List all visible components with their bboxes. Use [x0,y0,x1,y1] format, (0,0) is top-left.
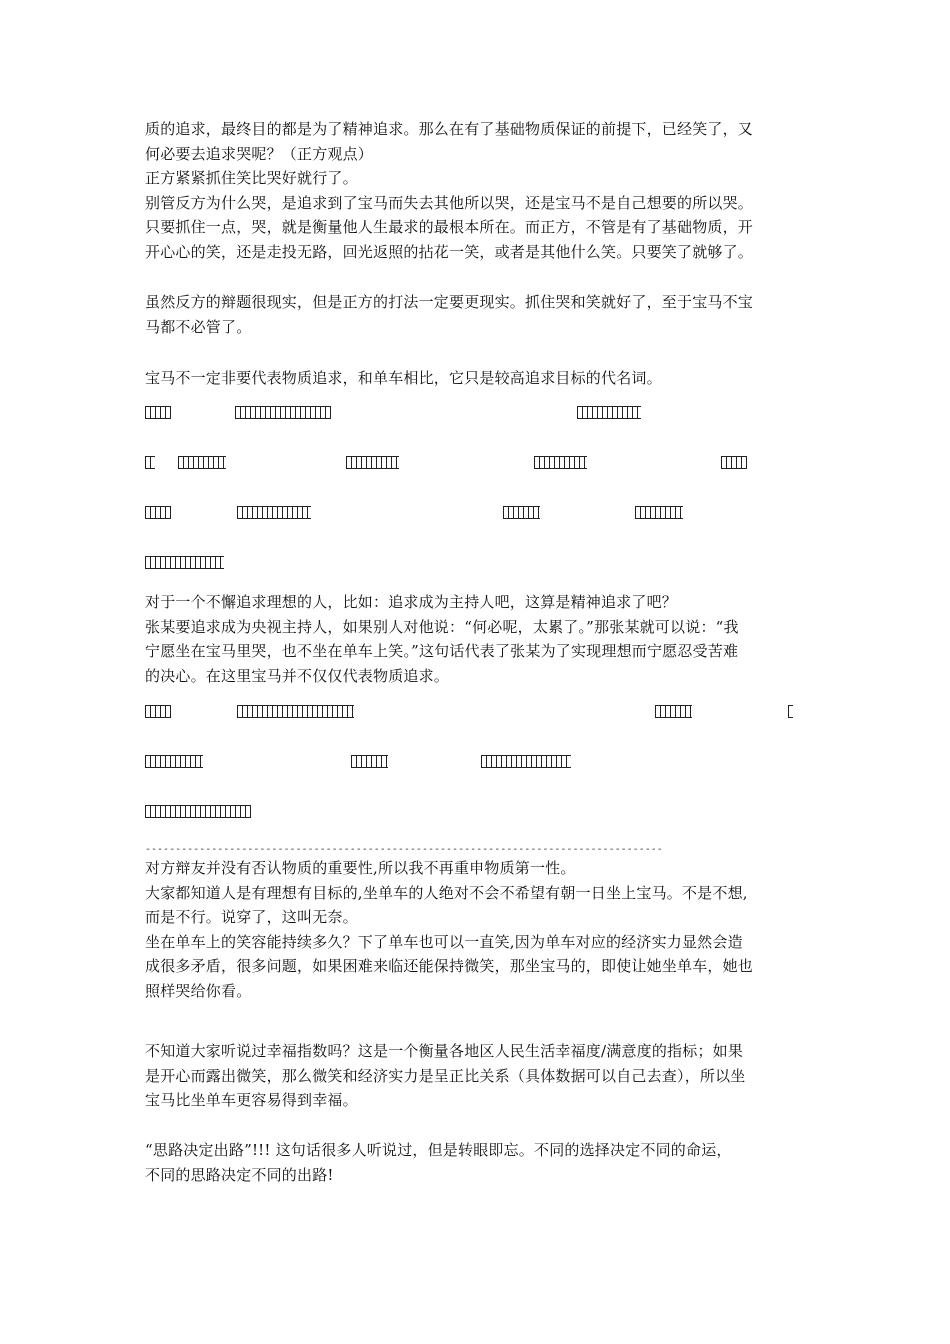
text-line: 正方紧紧抓住笑比哭好就行了。 [145,169,358,188]
garbled-glyphs [178,456,226,469]
garbled-glyphs [235,406,331,419]
garbled-text-row [145,506,810,520]
garbled-glyphs [481,755,571,768]
text-line: 的决心。在这里宝马并不仅仅代表物质追求。 [145,666,450,685]
text-line: 何必要去追求哭呢？（正方观点） [145,144,374,163]
garbled-glyphs [145,805,251,818]
dashed-divider: -------------------------------------------------------------------------------------- [145,844,663,855]
garbled-glyphs [534,456,587,469]
text-line: 对方辩友并没有否认物质的重要性,所以我不再重申物质第一性。 [145,859,576,877]
text-line: 而是不行。说穿了，这叫无奈。 [145,908,358,927]
garbled-glyphs [655,705,692,718]
garbled-glyphs [145,456,155,469]
text-line: 只要抓住一点，哭，就是衡量他人生最求的最根本所在。而正方，不管是有了基础物质，开 [145,218,754,237]
garbled-glyphs [145,406,171,419]
paragraph-2 [145,290,810,339]
garbled-glyphs [145,506,171,519]
paragraph-1 [145,117,810,265]
paragraph-4 [145,590,810,688]
paragraph-6 [145,1039,810,1113]
text-line: 开心心的笑，还是走投无路，回光返照的拈花一笑，或者是其他什么笑。只要笑了就够了。 [145,242,754,261]
text-line: 成很多矛盾，很多问题，如果困难来临还能保持微笑，那坐宝马的，即使让她坐单车，她也 [145,957,754,976]
garbled-glyphs [721,456,747,469]
text-line: 宁愿坐在宝马里哭，也不坐在单车上笑。”这句话代表了张某为了实现理想而宁愿忍受苦难 [145,642,739,661]
garbled-text-row [145,705,810,719]
garbled-glyphs [237,705,354,718]
garbled-glyphs [346,456,399,469]
paragraph-3 [145,366,810,391]
text-line: 质的追求，最终目的都是为了精神追求。那么在有了基础物质保证的前提下，已经笑了，又 [145,120,754,138]
garbled-text-row [145,406,810,420]
garbled-glyphs [145,755,203,768]
text-line: 张某要追求成为央视主持人，如果别人对他说：“何必呢，太累了。”那张某就可以说：“我 [145,617,739,636]
text-line: 大家都知道人是有理想有目标的,坐单车的人绝对不会不希望有朝一日坐上宝马。不是不想, [145,883,748,902]
text-line: 别管反方为什么哭，是追求到了宝马而失去其他所以哭，还是宝马不是自己想要的所以哭。 [145,193,754,212]
garbled-text-row [145,456,810,470]
garbled-text-row [145,556,810,570]
garbled-glyphs [351,755,388,768]
garbled-text-row [145,805,810,819]
text-line: 马都不必管了。 [145,317,252,336]
text-line: 宝马比坐单车更容易得到幸福。 [145,1091,358,1110]
text-line: 坐在单车上的笑容能持续多久？下了单车也可以一直笑,因为单车对应的经济实力显然会造 [145,932,743,951]
text-line: “思路决定出路”!!! 这句话很多人听说过，但是转眼即忘。不同的选择决定不同的命运， [145,1141,732,1159]
text-line: 照样哭给你看。 [145,981,252,1000]
text-line: 不知道大家听说过幸福指数吗？这是一个衡量各地区人民生活幸福度/满意度的指标；如果 [145,1042,744,1060]
garbled-glyphs [145,705,171,718]
garbled-glyphs [503,506,540,519]
paragraph-7 [145,1138,810,1187]
garbled-glyphs [145,556,224,569]
text-line: 虽然反方的辩题很现实，但是正方的打法一定要更现实。抓住哭和笑就好了，至于宝马不宝 [145,293,754,311]
garbled-glyphs [788,705,793,718]
text-line: 宝马不一定非要代表物质追求，和单车相比，它只是较高追求目标的代名词。 [145,369,662,387]
text-line: 对于一个不懈追求理想的人，比如：追求成为主持人吧，这算是精神追求了吧？ [145,593,678,611]
garbled-text-row [145,755,810,769]
garbled-glyphs [577,406,641,419]
text-line: 不同的思路决定不同的出路! [145,1165,334,1184]
text-line: 是开心而露出微笑，那么微笑和经济实力是呈正比关系（具体数据可以自己去查），所以坐 [145,1066,746,1085]
garbled-glyphs [635,506,683,519]
garbled-glyphs [237,506,311,519]
paragraph-5 [145,856,810,1004]
